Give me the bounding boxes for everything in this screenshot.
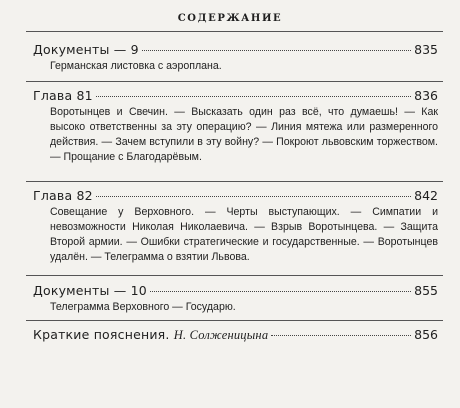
toc-entry-chapter-82[interactable]	[33, 188, 438, 265]
notes-label: Краткие пояснения.	[33, 327, 170, 342]
dot-leader	[150, 291, 411, 292]
page-number: 836	[414, 88, 438, 103]
dot-leader	[142, 50, 411, 51]
page-number: 835	[414, 42, 438, 57]
entry-description: Германская листовка с аэроплана.	[50, 60, 222, 72]
divider	[26, 275, 443, 276]
toc-entry-documents-10[interactable]	[33, 283, 438, 315]
author-name: Н. Солженицына	[173, 328, 269, 342]
entry-description: Телеграмма Верховного — Государю.	[50, 301, 236, 313]
entry-description: Совещание у Верховного. — Черты выступающих. — Симпатии и невозможности Николая Николаевича. — Взрыв Воротынцева. — Защита Второй армии. — Ошибки стратегические и государственные. — Воротынцев удалён. — Телеграмма о взятии Львова.	[50, 206, 438, 263]
toc-entry-chapter-81[interactable]	[33, 88, 438, 165]
dot-leader	[96, 96, 411, 97]
dot-leader	[96, 196, 411, 197]
entry-title: Документы — 9	[33, 42, 139, 57]
divider	[26, 81, 443, 82]
toc-entry-notes[interactable]	[33, 327, 438, 343]
page-title: СОДЕРЖАНИЕ	[177, 13, 283, 24]
divider	[26, 320, 443, 321]
page-number: 856	[414, 327, 438, 342]
toc-entry-documents-9[interactable]	[33, 42, 438, 74]
divider	[26, 181, 443, 182]
entry-title: Документы — 10	[33, 283, 147, 298]
entry-title: Глава 81	[33, 88, 93, 103]
page-number: 855	[414, 283, 438, 298]
entry-title: Глава 82	[33, 188, 93, 203]
entry-title	[33, 327, 268, 343]
entry-description: Воротынцев и Свечин. — Высказать один раз всё, что думаешь! — Как высоко ответственны за эту операцию? — Линия мятежа или размеренного действия. — Зачем вступили в эту войну? — Покроют львовским торжеством. — Прощание с Благодарёвым.	[50, 106, 438, 163]
dot-leader	[271, 335, 411, 336]
page-number: 842	[414, 188, 438, 203]
divider-top	[26, 31, 443, 32]
